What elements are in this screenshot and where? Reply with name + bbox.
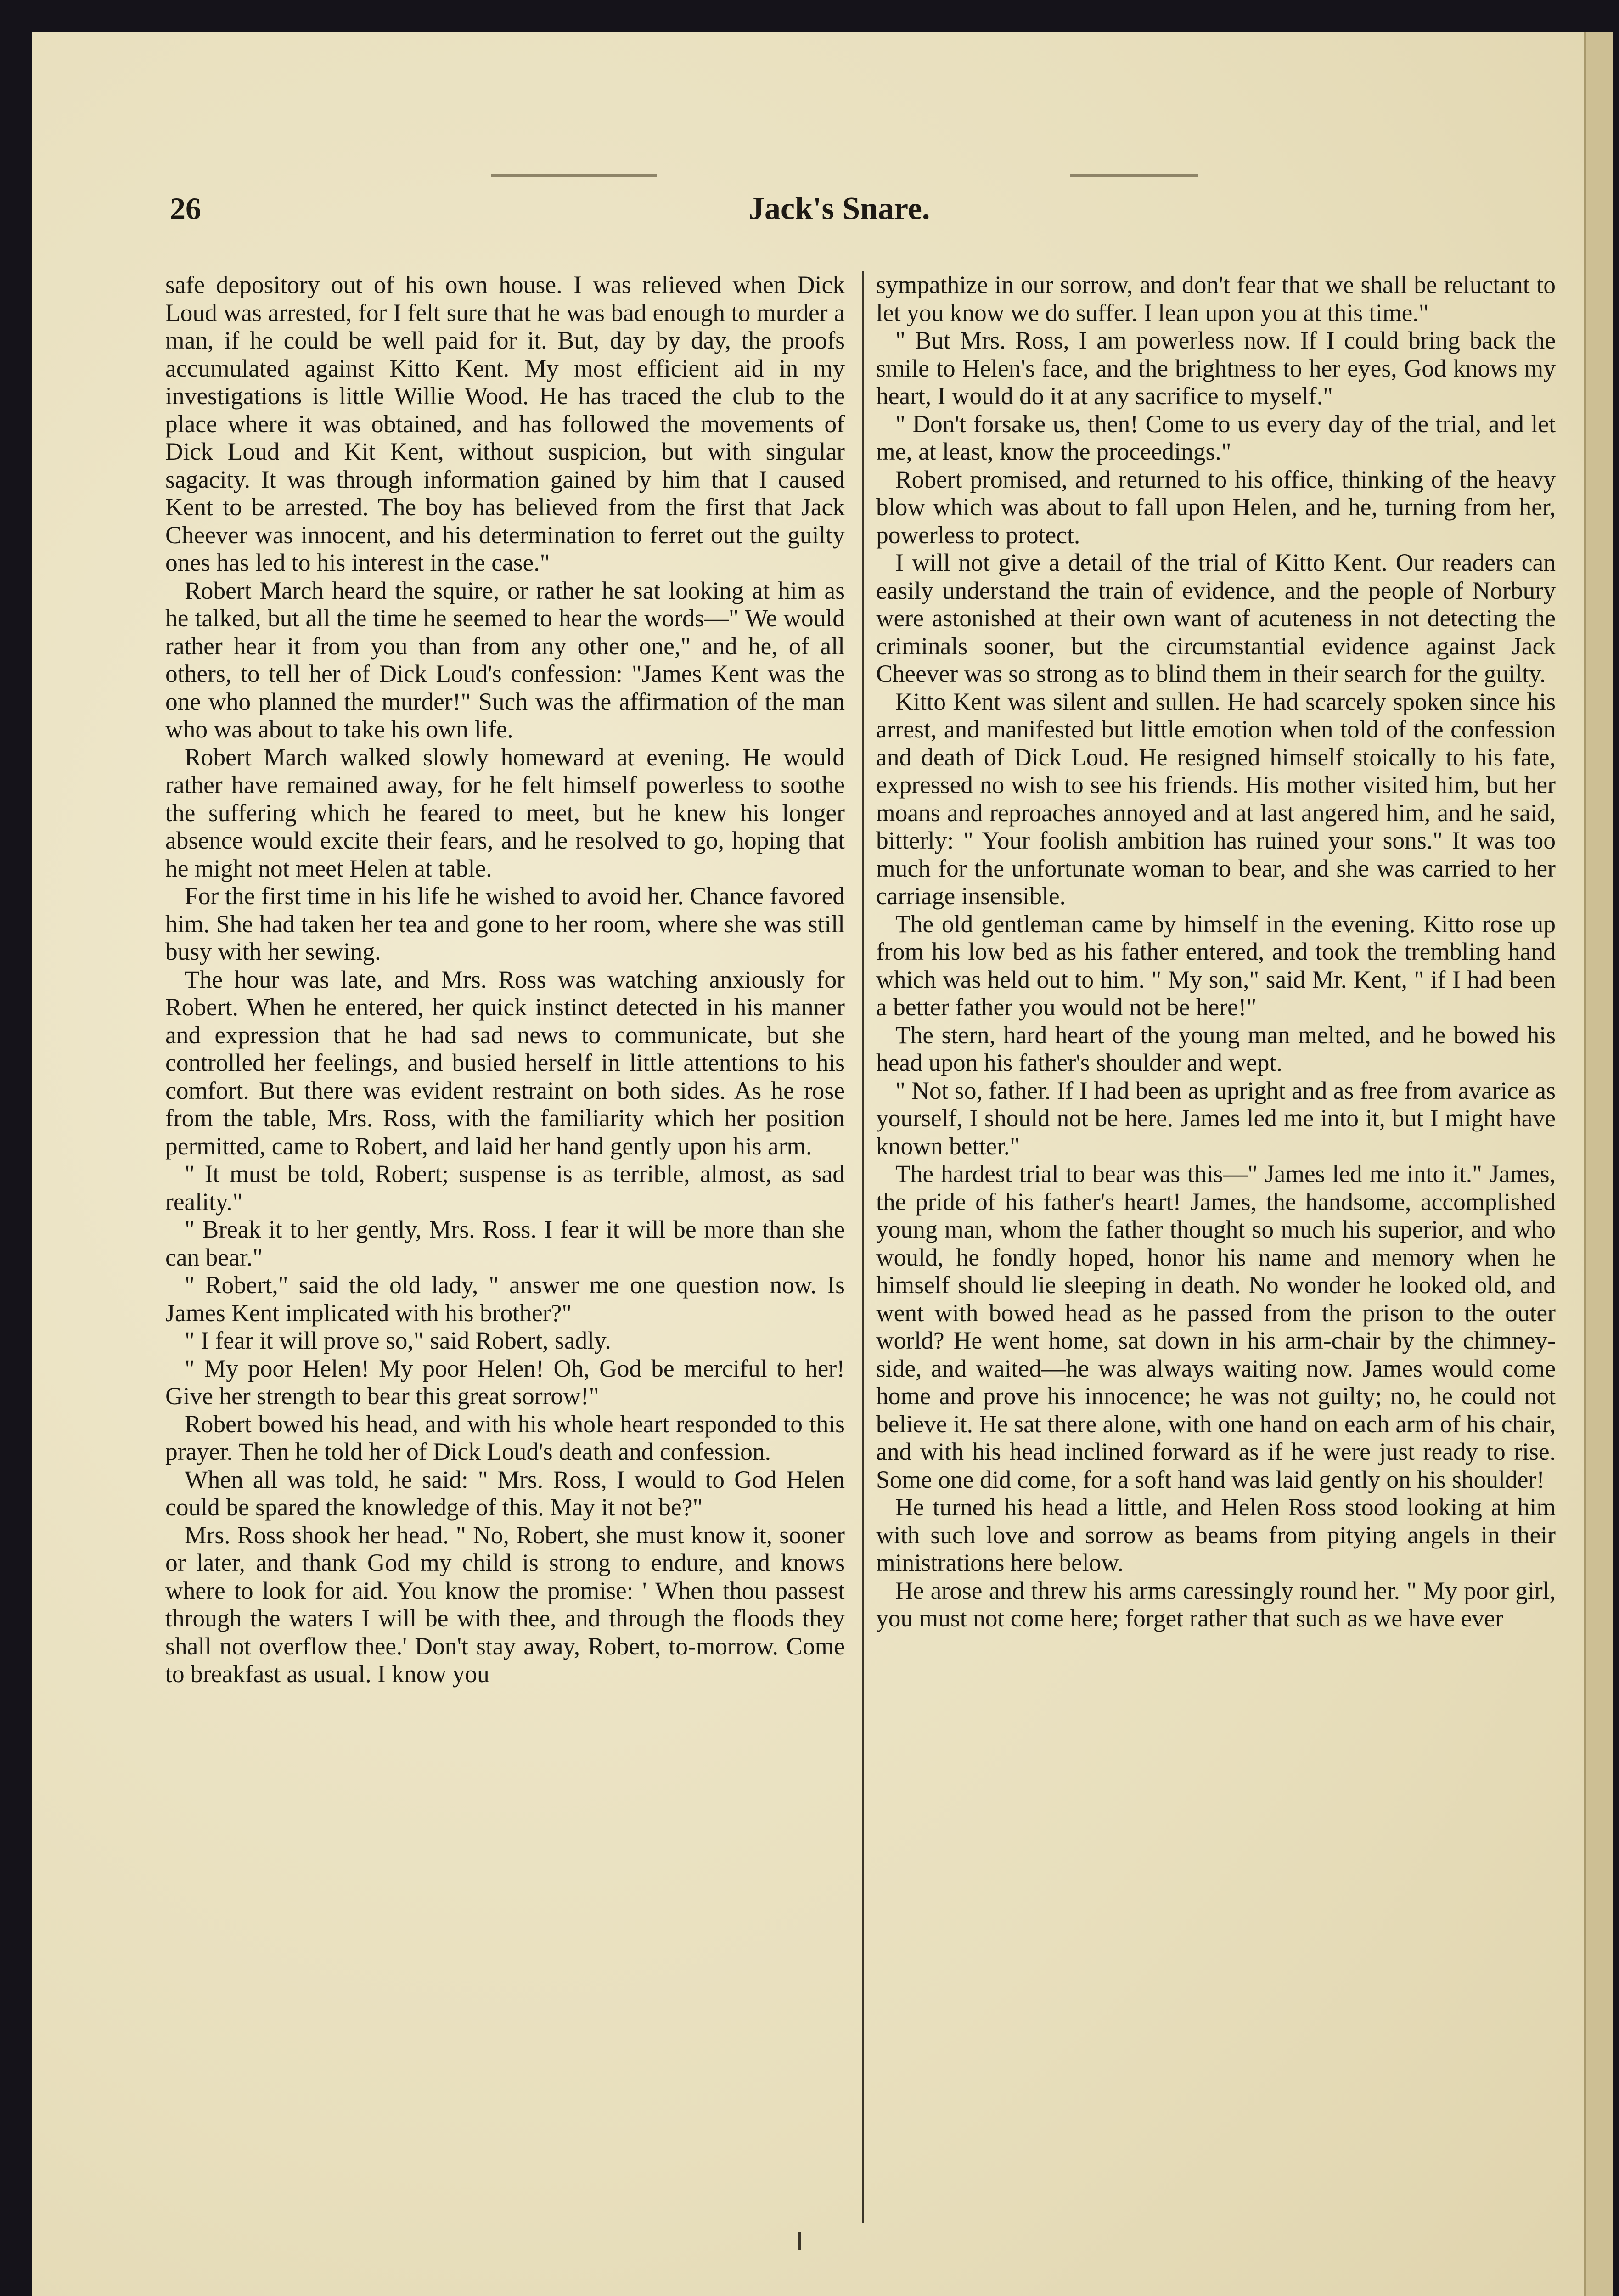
paragraph: " It must be told, Robert; suspense is as terrible, almost, as sad reality." bbox=[165, 1160, 845, 1216]
paragraph: Robert March heard the squire, or rather he sat looking at him as he talked, but all the time he seemed to hear the words—" We would rather hear it from you than from any other one," and he, of all others, to tell her of Dick Loud's confession: "James Kent was the one who planned the murder!" Such was the affirmation of the man who was about to take his own life. bbox=[165, 576, 845, 743]
left-column bbox=[165, 271, 845, 1688]
column-divider bbox=[862, 271, 864, 2223]
paragraph: He arose and threw his arms caressingly round her. " My poor girl, you must not come here; forget rather that such as we have ever bbox=[876, 1576, 1556, 1632]
header-rule-left bbox=[491, 174, 657, 177]
page-number: 26 bbox=[170, 191, 201, 226]
paragraph: The hardest trial to bear was this—" James led me into it." James, the pride of his father's heart! James, the handsome, accomplished young man, whom the father thought so much his superior, and who would, he fondly hoped, honor his name and memory when he himself should lie sleeping in death. No wonder he looked old, and went with bowed head as he passed from the prison to the outer world? He went home, sat down in his arm-chair by the chimney-side, and waited—he was always waiting now. James would come home and prove his innocence; he was not guilty; no, he could not believe it. He sat there alone, with one hand on each arm of his chair, and with his head inclined forward as if he were just ready to rise. Some one did come, for a soft hand was laid gently on his shoulder! bbox=[876, 1160, 1556, 1493]
book-page bbox=[32, 32, 1584, 2296]
paragraph: When all was told, he said: " Mrs. Ross, I would to God Helen could be spared the knowledge of this. May it not be?" bbox=[165, 1465, 845, 1521]
paragraph: The old gentleman came by himself in the evening. Kitto rose up from his low bed as his father entered, and took the trembling hand which was held out to him. " My son," said Mr. Kent, " if I had been a better father you would not be here!" bbox=[876, 910, 1556, 1021]
page-edge bbox=[1584, 32, 1613, 2296]
paragraph: " Robert," said the old lady, " answer me one question now. Is James Kent implicated with his brother?" bbox=[165, 1271, 845, 1327]
right-column bbox=[876, 271, 1556, 1632]
paragraph: " Don't forsake us, then! Come to us every day of the trial, and let me, at least, know the proceedings." bbox=[876, 410, 1556, 465]
paragraph: I will not give a detail of the trial of Kitto Kent. Our readers can easily understand the train of evidence, and the people of Norbury were astonished at their own want of acuteness in not detecting the criminals sooner, but the circumstantial evidence against Jack Cheever was so strong as to blind them in their search for the guilty. bbox=[876, 549, 1556, 687]
paragraph: For the first time in his life he wished to avoid her. Chance favored him. She had taken her tea and gone to her room, where she was still busy with her sewing. bbox=[165, 882, 845, 965]
paragraph: Kitto Kent was silent and sullen. He had scarcely spoken since his arrest, and manifested but little emotion when told of the confession and death of Dick Loud. He resigned himself stoically to his fate, expressed no wish to see his friends. His mother visited him, but her moans and reproaches annoyed and at last angered him, and he said, bitterly: " Your foolish ambition has ruined your sons." It was too much for the unfortunate woman to bear, and she was carried to her carriage insensible. bbox=[876, 687, 1556, 910]
paragraph: " My poor Helen! My poor Helen! Oh, God be merciful to her! Give her strength to bear this great sorrow!" bbox=[165, 1354, 845, 1410]
footer-mark bbox=[798, 2232, 801, 2250]
header-rule-right bbox=[1070, 174, 1198, 177]
paragraph: The stern, hard heart of the young man melted, and he bowed his head upon his father's shoulder and wept. bbox=[876, 1021, 1556, 1076]
paragraph: Robert promised, and returned to his office, thinking of the heavy blow which was about to fall upon Helen, and he, turning from her, powerless to protect. bbox=[876, 465, 1556, 549]
paragraph: " Not so, father. If I had been as upright and as free from avarice as yourself, I should not be here. James led me into it, but I might have known better." bbox=[876, 1076, 1556, 1160]
paragraph: The hour was late, and Mrs. Ross was watching anxiously for Robert. When he entered, her quick instinct detected in his manner and expression that he had sad news to communicate, but she controlled her feelings, and busied herself in little attentions to his comfort. But there was evident restraint on both sides. As he rose from the table, Mrs. Ross, with the familiarity which her position permitted, came to Robert, and laid her hand gently upon his arm. bbox=[165, 965, 845, 1160]
paragraph: Mrs. Ross shook her head. " No, Robert, she must know it, sooner or later, and thank God my child is strong to endure, and knows where to look for aid. You know the promise: ' When thou passest through the waters I will be with thee, and through the floods they shall not overflow thee.' Don't stay away, Robert, to-morrow. Come to breakfast as usual. I know you bbox=[165, 1521, 845, 1688]
paragraph: Robert bowed his head, and with his whole heart responded to this prayer. Then he told her of Dick Loud's death and confession. bbox=[165, 1410, 845, 1465]
paragraph: " But Mrs. Ross, I am powerless now. If I could bring back the smile to Helen's face, and the brightness to her eyes, God knows my heart, I would do it at any sacrifice to myself." bbox=[876, 326, 1556, 410]
paragraph: " Break it to her gently, Mrs. Ross. I fear it will be more than she can bear." bbox=[165, 1216, 845, 1271]
paragraph: He turned his head a little, and Helen Ross stood looking at him with such love and sorrow as beams from pitying angels in their ministrations here below. bbox=[876, 1493, 1556, 1576]
paragraph: " I fear it will prove so," said Robert, sadly. bbox=[185, 1327, 611, 1354]
paragraph: safe depository out of his own house. I was relieved when Dick Loud was arrested, for I felt sure that he was bad enough to murder a man, if he could be well paid for it. But, day by day, the proofs accumulated against Kitto Kent. My most efficient aid in my investigations is little Willie Wood. He has traced the club to the place where it was obtained, and has followed the movements of Dick Loud and Kit Kent, without suspicion, but with singular sagacity. It was through information gained by him that I caused Kent to be arrested. The boy has believed from the first that Jack Cheever was innocent, and his determination to ferret out the guilty ones has led to his interest in the case." bbox=[165, 271, 845, 576]
running-title: Jack's Snare. bbox=[748, 191, 930, 226]
paragraph: sympathize in our sorrow, and don't fear that we shall be reluctant to let you know we do suffer. I lean upon you at this time." bbox=[876, 271, 1556, 326]
paragraph: Robert March walked slowly homeward at evening. He would rather have remained away, for he felt himself powerless to soothe the suffering which he feared to meet, but he knew his longer absence would excite their fears, and he resolved to go, hoping that he might not meet Helen at table. bbox=[165, 743, 845, 882]
